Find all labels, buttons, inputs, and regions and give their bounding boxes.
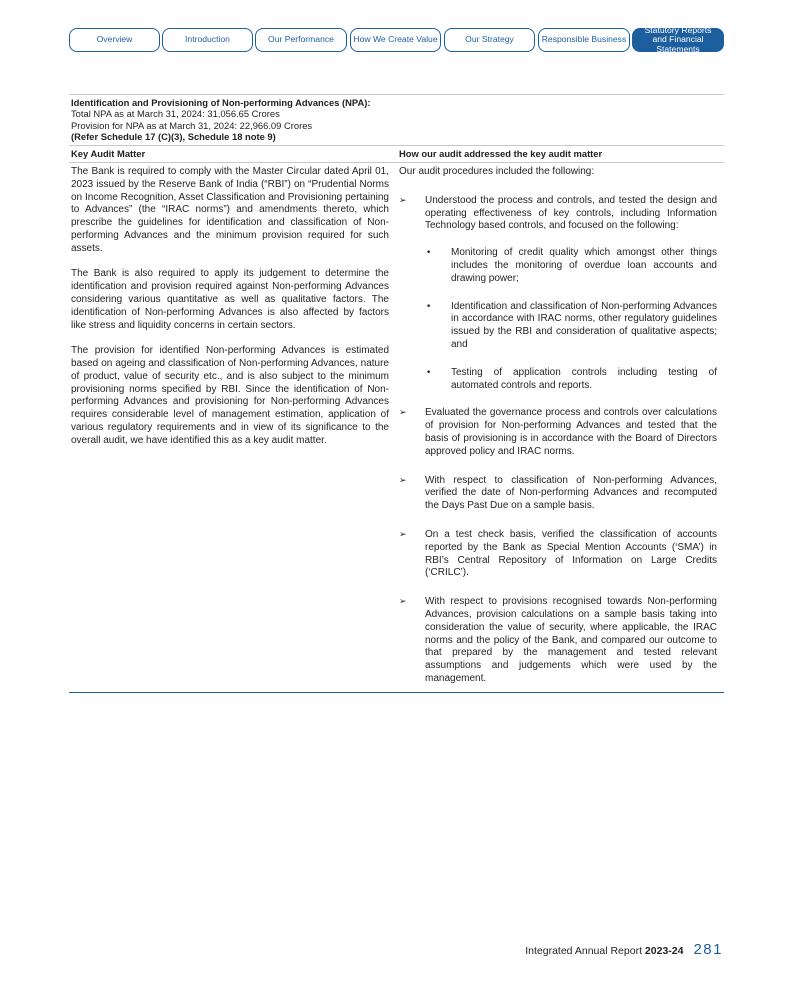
arrow-bullet-icon: ➢ [399, 475, 407, 486]
procedure-text: With respect to provisions recognised towards Non-performing Advances, provision calculations on a sample basis taking into consideration the value of security, where applicable, the IRAC norms and the policy of the Bank, and compared our outcome to that prepared by the management and tested relevant assumptions and judgements which were used by the management. [425, 596, 717, 684]
column-header-audit-response: How our audit addressed the key audit matter [399, 148, 603, 159]
provision-npa-line: Provision for NPA as at March 31, 2024: 22,966.09 Crores [71, 119, 313, 131]
procedure-item [399, 529, 717, 580]
tab-our-performance[interactable]: Our Performance [255, 28, 347, 52]
procedure-text: Understood the process and controls, and tested the design and operating effectiveness of key controls, including Information Technology based controls, and focused on the following: [425, 194, 717, 232]
tab-overview[interactable]: Overview [69, 28, 160, 52]
top-divider [69, 94, 724, 95]
sub-procedure-item [399, 367, 717, 393]
schedule-reference: (Refer Schedule 17 (C)(3), Schedule 18 note 9) [71, 131, 276, 143]
arrow-bullet-icon: ➢ [399, 529, 407, 540]
section-title: Identification and Provisioning of Non-performing Advances (NPA): [71, 97, 371, 108]
sub-procedure-item [399, 247, 717, 285]
table-header-bottom-rule [69, 162, 724, 163]
sub-procedure-text: Testing of application controls including testing of automated controls and reports. [451, 366, 717, 391]
procedure-text: On a test check basis, verified the classification of accounts reported by the Bank as Special Mention Accounts (‘SMA’) in RBI’s Central Repository of Information on Large Credits (‘CRILC’). [425, 528, 717, 579]
key-audit-matter-text [71, 166, 389, 460]
audit-procedures [399, 166, 717, 686]
section-navigation [69, 24, 724, 54]
kam-paragraph: The Bank is required to comply with the Master Circular dated April 01, 2023 issued by the Reserve Bank of India (“RBI”) on “Prudential Norms on Income Recognition, Asset Classification and Provisioning pertaining to Advances” (the “IRAC norms”) and amendments thereto, which prescribe the guidelines for identification and classification of Non-performing Advances and the minimum provision required for such assets. [71, 166, 389, 254]
section-header [71, 97, 721, 143]
dot-bullet-icon: • [426, 301, 432, 312]
report-title [525, 945, 683, 957]
kam-paragraph: The Bank is also required to apply its judgement to determine the identification and provision required against Non-performing Advances considering various quantitative as well as qualitative factors. The identification of Non-performing Advances is also affected by factors like stress and liquidity concerns in certain sectors. [71, 268, 389, 331]
kam-paragraph: The provision for identified Non-performing Advances is estimated based on ageing and classification of Non-performing Advances, nature of product, value of security etc., and is also subject to the minimum provisioning norms specified by RBI. Since the identification of Non-performing Advances and provisioning for Non-performing Advances requires considerable level of management estimation, application of various regulatory requirements and in view of its significance to the overall audit, we have identified this as a key audit matter. [71, 345, 389, 446]
tab-how-we-create-value[interactable]: How We Create Value [350, 28, 441, 52]
audit-intro: Our audit procedures included the following: [399, 166, 595, 177]
tab-statutory-reports[interactable]: Statutory Reports and Financial Statements [632, 28, 724, 52]
dot-bullet-icon: • [426, 367, 432, 378]
procedure-item [399, 195, 717, 233]
sub-procedure-text: Identification and classification of Non-performing Advances in accordance with IRAC norms, other regulatory guidelines issued by the RBI and consideration of qualitative aspects; and [451, 300, 717, 350]
procedure-item [399, 407, 717, 458]
tab-responsible-business[interactable]: Responsible Business [538, 28, 630, 52]
procedure-item [399, 596, 717, 686]
arrow-bullet-icon: ➢ [399, 408, 407, 419]
table-bottom-rule [69, 692, 724, 693]
table-header-top-rule [69, 145, 724, 146]
arrow-bullet-icon: ➢ [399, 597, 407, 608]
tab-our-strategy[interactable]: Our Strategy [444, 28, 535, 52]
tab-introduction[interactable]: Introduction [162, 28, 253, 52]
sub-procedure-item [399, 301, 717, 352]
dot-bullet-icon: • [426, 248, 432, 259]
page-footer [525, 941, 723, 958]
procedure-item [399, 475, 717, 513]
procedure-text: Evaluated the governance process and controls over calculations of provision for Non-performing Advances and tested that the basis of provisioning is in accordance with the Board of Directors approved policy and IRAC norms. [425, 407, 717, 457]
report-year: 2023-24 [644, 945, 684, 957]
column-header-key-audit-matter: Key Audit Matter [71, 148, 146, 159]
arrow-bullet-icon: ➢ [399, 195, 407, 206]
sub-procedure-text: Monitoring of credit quality which amongst other things includes the monitoring of overdue loan accounts and drawing power; [451, 247, 717, 284]
procedure-text: With respect to classification of Non-performing Advances, verified the date of Non-performing Advances and recomputed the Days Past Due on a sample basis. [425, 474, 717, 512]
total-npa-line: Total NPA as at March 31, 2024: 31,056.65 Crores [71, 108, 280, 120]
page-number: 281 [693, 941, 723, 958]
report-label: Integrated Annual Report [525, 945, 642, 957]
